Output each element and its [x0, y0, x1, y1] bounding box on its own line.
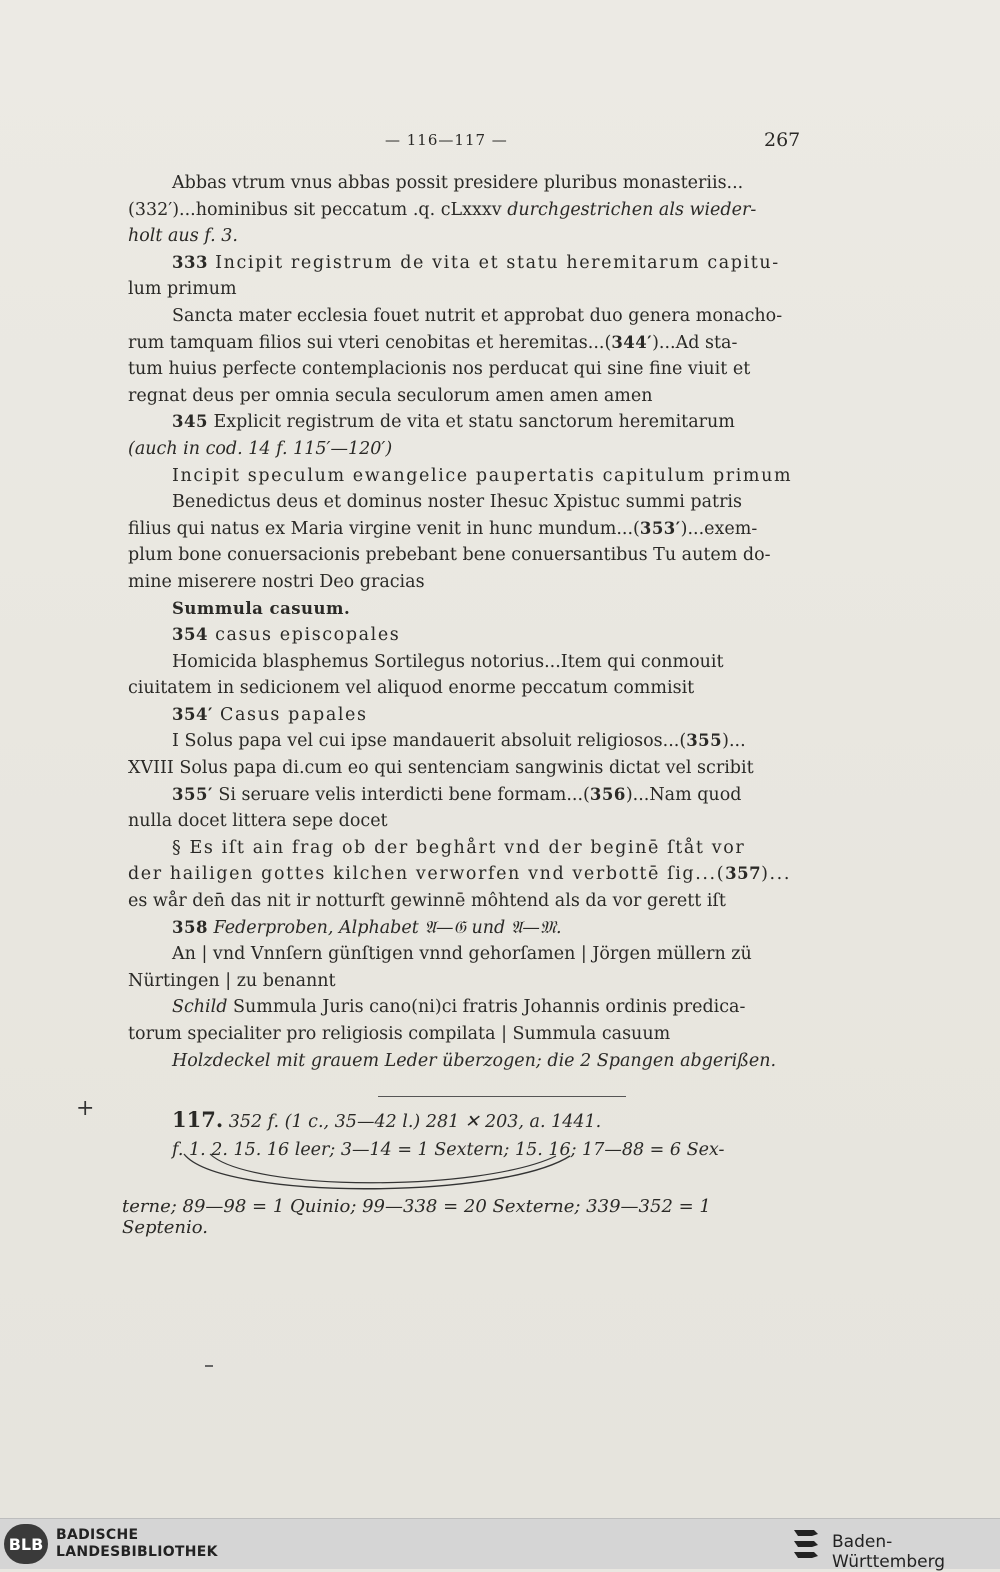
text-line: es wår den̄ das nit ir notturft gewinnē môhtend als da vor gerett iſt: [128, 891, 726, 912]
text-line: 358 Federproben, Alphabet 𝔄—𝔊 und 𝔄—𝔐.: [172, 917, 562, 938]
text-line: (332′)...hominibus sit peccatum .q. cLxxxv durchgestrichen als wieder-: [128, 199, 757, 220]
text-line: tum huius perfecte contemplacionis nos perducat qui sine fine viuit et: [128, 359, 751, 380]
text-line: plum bone conuersacionis prebebant bene conuersantibus Tu autem do-: [128, 545, 771, 566]
blb-logo-icon: BLB: [4, 1524, 48, 1564]
text-line: Nürtingen | zu benannt: [128, 970, 336, 991]
text-line: Abbas vtrum vnus abbas possit presidere pluribus monasteriis...: [172, 173, 744, 193]
text-line: Homicida blasphemus Sortilegus notorius...Item qui conmouit: [172, 651, 724, 672]
text-line: I Solus papa vel cui ipse mandauerit absoluit religiosos...(355)...: [172, 731, 746, 752]
text-line: (auch in cod. 14 f. 115′—120′): [128, 438, 393, 459]
page-number: 267: [764, 129, 801, 151]
text-line: Schild Summula Juris cano(ni)ci fratris Johannis ordinis predica-: [172, 997, 746, 1018]
text-line: der hailigen gottes kilchen verworfen vnd verbottē ſig...(357)...: [128, 864, 792, 885]
text-line: mine miserere nostri Deo gracias: [128, 571, 425, 592]
text-line: 355′ Si seruare velis interdicti bene formam...(356)...Nam quod: [172, 784, 742, 805]
entry-117-line1: 117. 352 f. (1 c., 35—42 l.) 281 ✕ 203, a. 1441.: [172, 1107, 602, 1132]
library-name: BADISCHE LANDESBIBLIOTHEK: [56, 1527, 218, 1560]
text-line: An | vnd Vnnſern günſtigen vnnd gehorſamen | Jörgen müllern zü: [172, 944, 752, 965]
state-lions-icon: [790, 1524, 822, 1564]
text-line: Holzdeckel mit grauem Leder überzogen; die 2 Spangen abgerißen.: [172, 1050, 777, 1071]
text-line: 354′ Casus papales: [172, 704, 368, 725]
running-header-range: — 116—117 —: [385, 131, 508, 149]
entry-117-line3: terne; 89—98 = 1 Quinio; 99—338 = 20 Sexterne; 339—352 = 1 Septenio.: [122, 1196, 711, 1238]
text-line: rum tamquam filios sui vteri cenobitas et heremitas...(344′)...Ad sta-: [128, 332, 738, 353]
text-line: 345 Explicit registrum de vita et statu sanctorum heremitarum: [172, 412, 735, 433]
brace-icon: [180, 1152, 580, 1200]
text-line: lum primum: [128, 279, 237, 300]
state-name: Baden-Württemberg: [832, 1532, 946, 1572]
footer-bar: [0, 1518, 1000, 1572]
entry-117-line2: f. 1. 2. 15. 16 leer; 3—14 = 1 Sextern; 15. 16; 17—88 = 6 Sex-: [172, 1140, 725, 1160]
text-line: Sancta mater ecclesia fouet nutrit et approbat duo genera monacho-: [172, 305, 783, 326]
text-line: holt aus f. 3.: [128, 226, 238, 247]
running-header: [0, 131, 1000, 157]
section-heading: Summula casuum.: [172, 598, 351, 618]
entry-number: 117.: [172, 1107, 224, 1132]
margin-plus-mark: +: [76, 1096, 95, 1121]
text-line: filius qui natus ex Maria virgine venit in hunc mundum...(353′)...exem-: [128, 518, 758, 539]
text-line: § Es iſt ain frag ob der beghårt vnd der beginē ſtåt vor: [172, 837, 746, 858]
text-line: torum specialiter pro religiosis compilata | Summula casuum: [128, 1024, 671, 1044]
text-line: ciuitatem in sedicionem vel aliquod enorme peccatum commisit: [128, 678, 695, 699]
stray-mark: [205, 1365, 213, 1367]
text-line: XVIII Solus papa di.cum eo qui sentenciam sangwinis dictat vel scribit: [128, 758, 754, 779]
text-line: Benedictus deus et dominus noster Ihesuc Xpistuc summi patris: [172, 492, 743, 513]
text-line: 333 Incipit registrum de vita et statu heremitarum capitu-: [172, 252, 780, 273]
text-line: 354 casus episcopales: [172, 625, 401, 646]
separator-rule: [378, 1096, 626, 1097]
text-line: nulla docet littera sepe docet: [128, 811, 388, 832]
text-line: regnat deus per omnia secula seculorum amen amen amen: [128, 385, 653, 406]
text-line: Incipit speculum ewangelice paupertatis capitulum primum: [172, 465, 793, 486]
catalog-text: [128, 170, 800, 1074]
